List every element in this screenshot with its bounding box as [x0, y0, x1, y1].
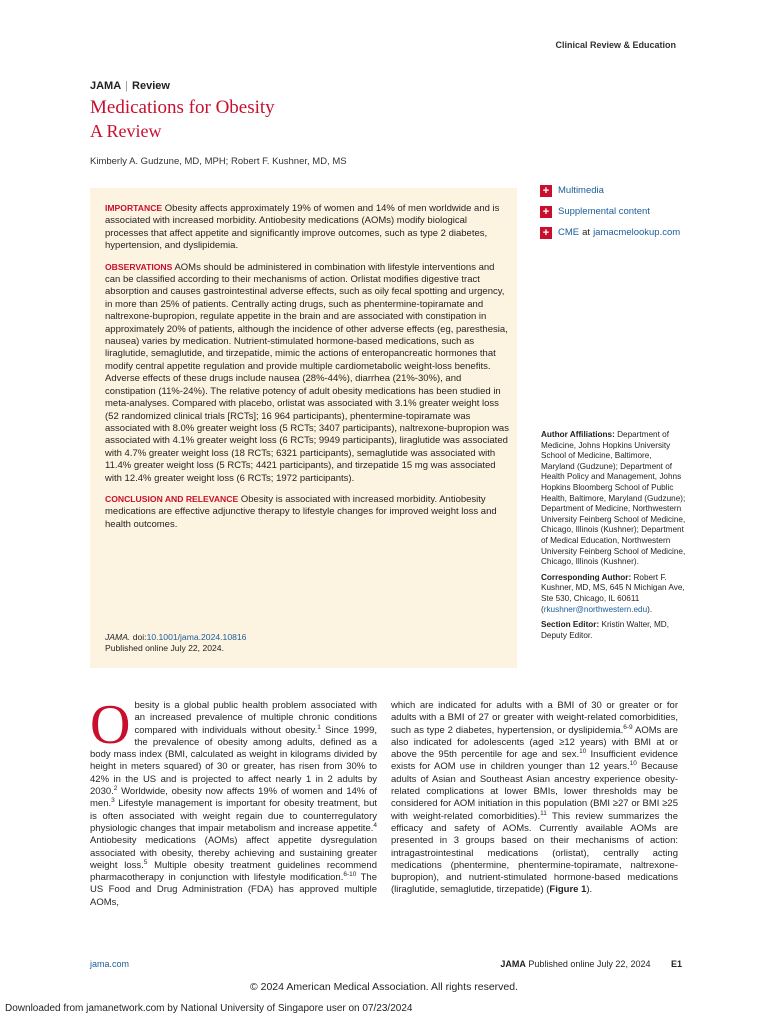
cme-label[interactable]: CME — [558, 227, 580, 238]
supplemental-content-link[interactable] — [540, 205, 680, 218]
copyright: © 2024 American Medical Association. All rights reserved. — [249, 981, 519, 993]
email-link[interactable]: rkushner@northwestern.edu — [543, 604, 648, 614]
reference[interactable]: 6-9 — [623, 723, 633, 731]
body-text: which are indicated for adults with a BMI of 30 or greater or for adults with a BMI of 27 or greater with weight-related comorbidities, such as type 2 diabetes, hypertension, or dyslipidemia. — [391, 700, 678, 736]
multimedia-link[interactable] — [540, 184, 680, 197]
body-text: AOMs are also indicated for adolescents (aged ≥12 years) with BMI at or above the 95th percentile for age and sex. — [391, 724, 678, 761]
corresponding-text: Robert F. Kushner, MD, MS, 645 N Michigan Ave, Ste 530, Chicago, IL 60611 — [541, 572, 685, 603]
importance-text: Obesity affects approximately 19% of women and 14% of men worldwide and is associated with increased morbidity. Antiobesity medications (AOMs) modify biological processes that affect appetite and significantly improve outcomes, such as type 2 diabetes, hypertension, and dyslipidemia. — [105, 203, 500, 252]
footer-info — [500, 959, 682, 969]
reference[interactable]: 10 — [629, 760, 637, 768]
separator: | — [125, 80, 129, 92]
download-notice: Downloaded from jamanetwork.com by National University of Singapore user on 07/23/2024 — [5, 1003, 413, 1014]
body-column-2 — [391, 700, 678, 897]
plus-icon: + — [540, 206, 552, 218]
corresponding-label: Corresponding Author: — [541, 572, 632, 582]
article-subtitle: A Review — [90, 121, 162, 141]
reference[interactable]: 3 — [111, 797, 115, 805]
footer-published: Published online July 22, 2024 — [528, 959, 651, 969]
conclusion-heading: CONCLUSION AND RELEVANCE — [105, 493, 239, 504]
citation — [105, 632, 246, 654]
section-editor — [541, 620, 686, 641]
reference[interactable]: 5 — [143, 858, 148, 866]
editor-text: Kristin Walter, MD, Deputy Editor. — [541, 620, 669, 640]
body-text: The US Food and Drug Administration (FDA) has approved multiple AOMs, — [90, 872, 377, 908]
cme-at: at — [582, 227, 591, 238]
body-text: Antiobesity medications (AOMs) affect appetite dysregulation associated with obesity, thereby achieving and sustaining greater weight loss. — [90, 835, 377, 871]
author-list: Kimberly A. Gudzune, MD, MPH; Robert F. Kushner, MD, MS — [90, 156, 347, 167]
body-text: ). — [586, 884, 593, 896]
cme-url[interactable]: jamacmelookup.com — [593, 227, 681, 238]
multimedia-label[interactable]: Multimedia — [558, 185, 604, 196]
figure-reference[interactable]: Figure 1 — [549, 884, 587, 896]
article-type: Review — [132, 80, 170, 92]
abstract-box — [90, 188, 517, 668]
doi-link[interactable]: 10.1001/jama.2024.10816 — [146, 632, 247, 642]
body-text: Lifestyle management is important for obesity treatment, but is often associated with weight regain due to counterregulatory physiologic changes that impair metabolism and increase appetite. — [90, 798, 377, 834]
reference[interactable]: 6-10 — [343, 871, 357, 878]
reference[interactable]: 2 — [113, 784, 118, 792]
citation-journal: JAMA. — [105, 632, 131, 642]
reference[interactable]: 10 — [579, 748, 587, 756]
body-text: Multiple obesity treatment guidelines recommend pharmacotherapy in conjunction with lifestyle modification. — [90, 859, 377, 884]
body-text: Since 1999, the prevalence of obesity among adults, defined as a body mass index (BMI, calculated as weight in kilograms divided by height in meters squared) of 30 or greater, has risen from 30% to 42% in the US and is projected to affect nearly 1 in 2 adults by 2030. — [90, 724, 377, 798]
reference[interactable]: 4 — [373, 821, 377, 829]
body-column-1 — [90, 694, 377, 909]
cme-link[interactable] — [540, 226, 680, 239]
drop-cap: O — [90, 694, 131, 756]
body-text: Insufficient evidence exists for AOM use in children younger than 12 years. — [391, 749, 678, 773]
plus-icon: + — [540, 227, 552, 239]
plus-icon: + — [540, 185, 552, 197]
affiliations-label: Author Affiliations: — [541, 430, 615, 439]
footer-journal: JAMA — [500, 959, 526, 969]
supplement-links — [540, 184, 680, 247]
body-text: besity is a global public health problem associated with an increased prevalence of multiple chronic conditions compared with individuals without obesity. — [134, 700, 377, 736]
body-text: This review summarizes the efficacy and safety of AOMs. Currently available AOMs are presented in 3 groups based on their mechanisms of action: intragastrointestinal medications (orlistat), centrally acting medications (phentermine, phentermine-topiramate, naltrexone-bupropion), and nutrient-stimulated hormone-based medications (liraglutide, semaglutide, tirzepatide) ( — [391, 810, 678, 896]
journal-line — [90, 80, 170, 92]
supplemental-content-label[interactable]: Supplemental content — [558, 206, 650, 217]
abstract-importance — [105, 202, 512, 253]
conclusion-text: Obesity is associated with increased morbidity. Antiobesity medications are effective adjunctive therapy to lifestyle changes for improved weight loss and health outcomes. — [105, 493, 497, 530]
abstract-text — [105, 202, 512, 539]
journal-name: JAMA — [90, 80, 122, 92]
observations-text: AOMs should be administered in combination with lifestyle interventions and can be classified according to their mechanisms of action. Orlistat modifies digestive tract absorption and causes gastrointestinal adverse effects, such as oily fecal spotting and urgency, in more than 25% of patients. Centrally acting drugs, such as phentermine-topiramate and naltrexone-bupropion, regulate appetite in the brain and are associated with constipation in approximately 20% of patients, although the incidence of other adverse effects (eg, paresthesia, nausea) varies by medication. Nutrient-stimulated hormone-based medications, such as liraglutide, semaglutide, and tirzepatide, mimic the actions of enteropancreatic hormones that modify central appetite regulation and provide multiple cardiometabolic weight-loss benefits. Adverse effects of these drugs include nausea (28%-44%), diarrhea (21%-30%), and constipation (11%-24%). The relative potency of adult obesity medications has been studied in meta-analyses. Compared with placebo, orlistat was associated with 3.1% greater weight loss (52 randomized clinical trials [RCTs]; 16 964 participants), phentermine-topiramate was associated with 8.0% greater weight loss (5 RCTs; 3407 participants), naltrexone-bupropion was associated with 4.1% greater weight loss (6 RCTs; 9949 participants), liraglutide was associated with 4.7% greater weight loss (18 RCTs; 6321 participants), semaglutide was associated with 11.4% greater weight loss (5 RCTs; 4421 participants), and tirzepatide 15 mg was associated with 12.4% greater weight loss (6 RCTs; 1972 participants). — [105, 261, 509, 484]
observations-heading: OBSERVATIONS — [105, 261, 173, 272]
reference[interactable]: 1 — [317, 723, 321, 731]
doi-line — [105, 632, 246, 643]
body-text: Worldwide, obesity now affects 19% of women and 14% of men. — [90, 786, 377, 810]
footer-site[interactable]: jama.com — [90, 959, 130, 969]
abstract-observations — [105, 261, 512, 485]
section-label: Clinical Review & Education — [555, 40, 676, 50]
reference[interactable]: 11 — [540, 809, 547, 817]
editor-label: Section Editor: — [541, 620, 600, 630]
published-date: Published online July 22, 2024. — [105, 643, 224, 653]
page-number: E1 — [670, 959, 682, 969]
author-affiliations — [541, 430, 686, 568]
doi-label: doi: — [132, 632, 147, 642]
body-text: Because adults of Asian and Southeast Asian ancestry experience obesity-related complications at lower BMIs, lower thresholds may be considered for AOM initiation in this population (BMI ≥27 or BMI ≥25 with weight-related comorbidities). — [391, 761, 678, 822]
author-info — [541, 430, 686, 646]
affiliations-text: Department of Medicine, Johns Hopkins University School of Medicine, Baltimore, Maryland (Gudzune); Department of Health Policy and Management, Johns Hopkins Bloomberg School of Public Health, Baltimore, Maryland (Gudzune); Department of Medicine, Northwestern University Feinberg School of Medicine, Chicago, Illinois (Kushner); Department of Medical Education, Northwestern University Feinberg School of Medicine, Chicago, Illinois (Kushner). — [541, 430, 686, 567]
corresponding-author: Corresponding Author: Robert F. Kushner, MD, MS, 645 N Michigan Ave, Ste 530, Chicago, IL 60611 (rkushner@northwestern.edu). — [541, 572, 685, 614]
article-title: Medications for Obesity — [90, 97, 275, 118]
abstract-conclusion — [105, 493, 512, 531]
importance-heading: IMPORTANCE — [105, 203, 163, 213]
